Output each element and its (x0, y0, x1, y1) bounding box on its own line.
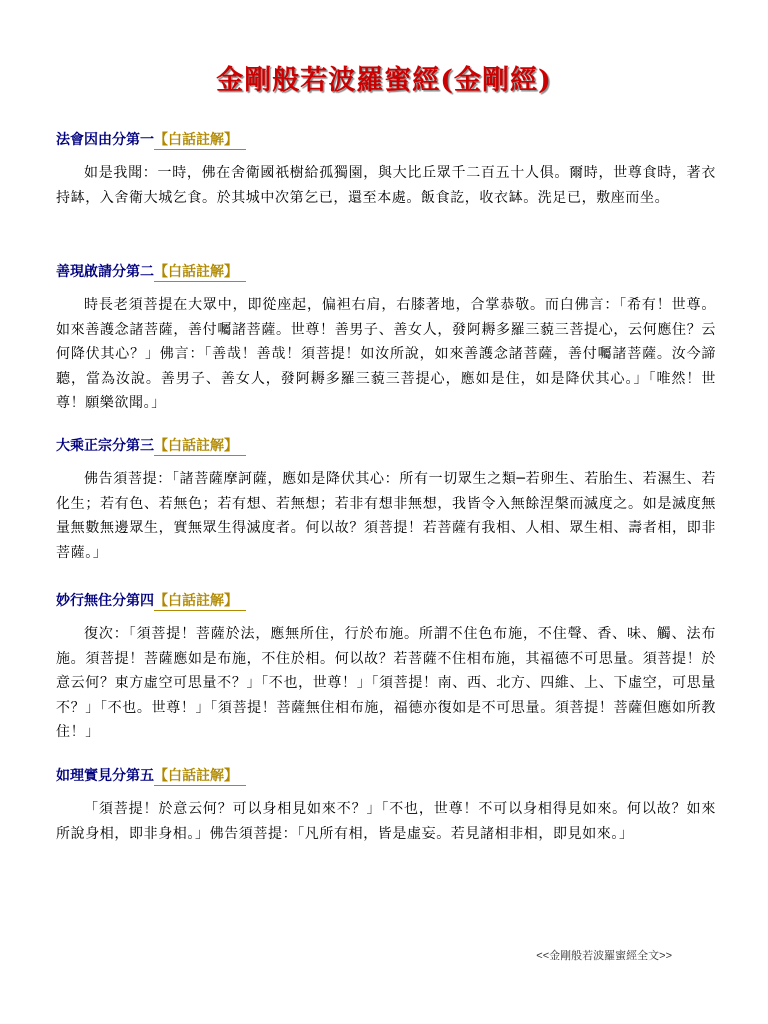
full-text-link[interactable]: <<金剛般若波羅蜜經全文>> (536, 950, 672, 962)
section-title: 大乘正宗分第三 (56, 438, 154, 454)
section-1 (56, 130, 716, 210)
section-title: 如理實見分第五 (56, 768, 154, 784)
section-text: 佛告須菩提：「諸菩薩摩訶薩，應如是降伏其心：所有一切眾生之類─若卵生、若胎生、若濕生、若化生；若有色、若無色；若有想、若無想；若非有想非無想，我皆令入無餘涅槃而滅度之。如是滅度無量無數無邊眾生，實無眾生得滅度者。何以故？須菩提！若菩薩有我相、人相、眾生相、壽者相，即非菩薩。」 (56, 471, 716, 561)
commentary-link[interactable]: 【白話註解】 (154, 437, 246, 456)
section-heading (56, 130, 716, 150)
commentary-link[interactable]: 【白話註解】 (154, 131, 246, 150)
section-text: 「須菩提！於意云何？可以身相見如來不？」「不也，世尊！不可以身相得見如來。何以故？如來所說身相，即非身相。」佛告須菩提：「凡所有相，皆是虛妄。若見諸相非相，即見如來。」 (56, 801, 716, 842)
section-4 (56, 591, 716, 745)
section-heading (56, 262, 716, 282)
page-title: 金剛般若波羅蜜經(金剛經) (216, 65, 552, 96)
section-text: 如是我聞：一時，佛在舍衛國祇樹給孤獨園，與大比丘眾千二百五十人俱。爾時，世尊食時，著衣持缽，入舍衛大城乞食。於其城中次第乞已，還至本處。飯食訖，收衣缽。洗足已，敷座而坐。 (56, 165, 716, 206)
section-2 (56, 262, 716, 416)
commentary-link[interactable]: 【白話註解】 (154, 767, 246, 786)
commentary-link[interactable]: 【白話註解】 (154, 263, 246, 282)
section-text: 時長老須菩提在大眾中，即從座起，偏袒右肩，右膝著地，合掌恭敬。而白佛言：「希有！世尊。如來善護念諸菩薩，善付囑諸菩薩。世尊！善男子、善女人，發阿耨多羅三藐三菩提心，云何應住？云何降伏其心？」佛言：「善哉！善哉！須菩提！如汝所說，如來善護念諸菩薩，善付囑諸菩薩。汝今諦聽，當為汝說。善男子、善女人，發阿耨多羅三藐三菩提心，應如是住，如是降伏其心。」「唯然！世尊！願樂欲聞。」 (56, 297, 716, 411)
commentary-link[interactable]: 【白話註解】 (154, 592, 246, 611)
section-heading (56, 766, 716, 786)
section-title: 法會因由分第一 (56, 132, 154, 148)
section-3 (56, 436, 716, 565)
section-title: 善現啟請分第二 (56, 264, 154, 280)
section-heading (56, 436, 716, 456)
section-title: 妙行無住分第四 (56, 593, 154, 609)
section-5 (56, 766, 716, 846)
section-heading (56, 591, 716, 611)
section-text: 復次：「須菩提！菩薩於法，應無所住，行於布施。所謂不住色布施，不住聲、香、味、觸、法布施。須菩提！菩薩應如是布施，不住於相。何以故？若菩薩不住相布施，其福德不可思量。須菩提！於意云何？東方虛空可思量不？」「不也，世尊！」「須菩提！南、西、北方、四維、上、下虛空，可思量不？」「不也。世尊！」「須菩提！菩薩無住相布施，福德亦復如是不可思量。須菩提！菩薩但應如所教住！」 (56, 626, 716, 740)
